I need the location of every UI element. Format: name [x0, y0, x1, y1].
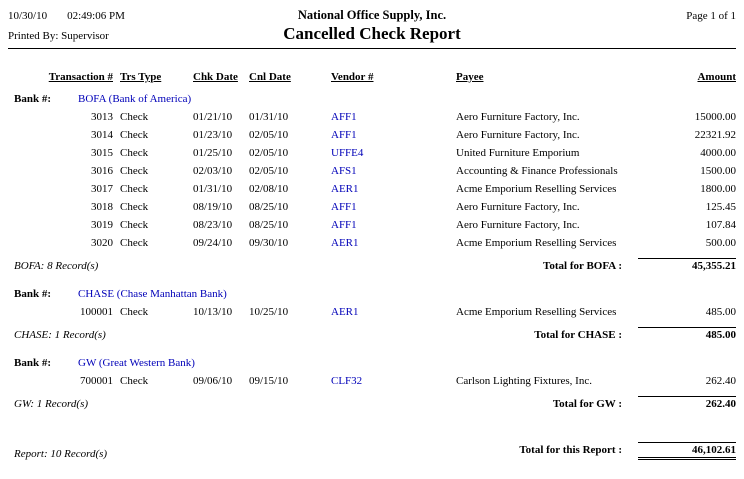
payee-name: United Furniture Emporium — [456, 147, 580, 159]
check-row — [8, 216, 736, 234]
check-amount: 500.00 — [705, 237, 736, 249]
cnl-date: 02/05/10 — [249, 129, 289, 141]
vendor-code-link[interactable]: AER1 — [331, 183, 359, 195]
group-record-count: BOFA: 8 Record(s) — [14, 260, 99, 272]
trs-type: Check — [120, 165, 149, 177]
cnl-date: 09/30/10 — [249, 237, 289, 249]
bank-name-link[interactable]: GW (Great Western Bank) — [78, 357, 195, 369]
trs-type: Check — [120, 237, 149, 249]
col-transaction-number: Transaction # — [48, 71, 113, 83]
transaction-number: 3013 — [91, 111, 113, 123]
transaction-number: 3016 — [91, 165, 113, 177]
payee-name: Acme Emporium Reselling Services — [456, 183, 617, 195]
check-amount: 1800.00 — [700, 183, 736, 195]
report-title: Cancelled Check Report — [283, 24, 461, 43]
group-record-count: GW: 1 Record(s) — [14, 398, 89, 410]
group-total-amount: 485.00 — [638, 327, 736, 341]
check-row — [8, 372, 736, 390]
cnl-date: 08/25/10 — [249, 219, 289, 231]
vendor-code-link[interactable]: AER1 — [331, 306, 359, 318]
group-total-label: Total for GW : — [552, 398, 622, 410]
bank-group-header — [8, 285, 736, 303]
check-amount: 1500.00 — [700, 165, 736, 177]
vendor-code-link[interactable]: UFFE4 — [331, 147, 364, 159]
bank-number-label: Bank #: — [14, 93, 51, 105]
vendor-code-link[interactable]: CLF32 — [331, 375, 363, 387]
payee-name: Aero Furniture Factory, Inc. — [456, 129, 580, 141]
bank-group-footer — [8, 396, 736, 410]
group-total-label: Total for CHASE : — [534, 329, 622, 341]
print-date: 10/30/10 — [8, 10, 48, 22]
chk-date: 01/23/10 — [193, 129, 233, 141]
transaction-number: 3019 — [91, 219, 113, 231]
bank-group-header — [8, 354, 736, 372]
cnl-date: 01/31/10 — [249, 111, 289, 123]
transaction-number: 3018 — [91, 201, 113, 213]
check-amount: 4000.00 — [700, 147, 736, 159]
chk-date: 01/31/10 — [193, 183, 233, 195]
check-amount: 107.84 — [705, 219, 736, 231]
bank-group-footer — [8, 327, 736, 341]
chk-date: 08/19/10 — [193, 201, 233, 213]
vendor-code-link[interactable]: AFS1 — [331, 165, 357, 177]
check-row — [8, 303, 736, 321]
payee-name: Acme Emporium Reselling Services — [456, 306, 617, 318]
chk-date: 02/03/10 — [193, 165, 233, 177]
trs-type: Check — [120, 183, 149, 195]
report-total-amount: 46,102.61 — [638, 442, 736, 460]
check-row — [8, 198, 736, 216]
vendor-code-link[interactable]: AFF1 — [331, 111, 357, 123]
col-payee: Payee — [456, 71, 484, 83]
cnl-date: 09/15/10 — [249, 375, 289, 387]
chk-date: 09/06/10 — [193, 375, 233, 387]
transaction-number: 100001 — [80, 306, 113, 318]
trs-type: Check — [120, 129, 149, 141]
report-total-label: Total for this Report : — [519, 444, 622, 456]
chk-date: 01/25/10 — [193, 147, 233, 159]
group-record-count: CHASE: 1 Record(s) — [14, 329, 106, 341]
col-cnl-date: Cnl Date — [249, 71, 291, 83]
printed-by-label: Printed By: Supervisor — [8, 30, 109, 42]
report-total — [519, 442, 736, 460]
cnl-date: 02/08/10 — [249, 183, 289, 195]
check-row — [8, 108, 736, 126]
trs-type: Check — [120, 201, 149, 213]
bank-group-rows — [8, 108, 736, 252]
col-amount: Amount — [697, 71, 736, 83]
report-header-row2 — [8, 24, 736, 44]
report-footer — [8, 442, 736, 460]
payee-name: Carlson Lighting Fixtures, Inc. — [456, 375, 592, 387]
chk-date: 08/23/10 — [193, 219, 233, 231]
cnl-date: 02/05/10 — [249, 147, 289, 159]
check-amount: 125.45 — [705, 201, 736, 213]
group-total-amount: 45,355.21 — [638, 258, 736, 272]
company-name: National Office Supply, Inc. — [297, 8, 447, 22]
check-amount: 15000.00 — [694, 111, 736, 123]
bank-number-label: Bank #: — [14, 288, 51, 300]
transaction-number: 3017 — [91, 183, 113, 195]
payee-name: Acme Emporium Reselling Services — [456, 237, 617, 249]
group-total — [534, 327, 736, 341]
trs-type: Check — [120, 219, 149, 231]
chk-date: 10/13/10 — [193, 306, 233, 318]
payee-name: Accounting & Finance Professionals — [456, 165, 618, 177]
check-row — [8, 126, 736, 144]
bank-group-rows — [8, 303, 736, 321]
trs-type: Check — [120, 147, 149, 159]
payee-name: Aero Furniture Factory, Inc. — [456, 201, 580, 213]
chk-date: 01/21/10 — [193, 111, 233, 123]
page-indicator: Page 1 of 1 — [686, 10, 736, 22]
bank-name-link[interactable]: BOFA (Bank of America) — [78, 93, 192, 105]
transaction-number: 3020 — [91, 237, 113, 249]
col-vendor-number: Vendor # — [331, 71, 374, 83]
transaction-number: 3014 — [91, 129, 113, 141]
bank-name-link[interactable]: CHASE (Chase Manhattan Bank) — [78, 288, 227, 300]
bank-group-rows — [8, 372, 736, 390]
print-time: 02:49:06 PM — [67, 10, 125, 22]
check-amount: 22321.92 — [694, 129, 736, 141]
chk-date: 09/24/10 — [193, 237, 233, 249]
col-trs-type: Trs Type — [120, 71, 162, 83]
header-divider — [8, 48, 736, 49]
vendor-code-link[interactable]: AFF1 — [331, 129, 357, 141]
check-row — [8, 234, 736, 252]
payee-name: Aero Furniture Factory, Inc. — [456, 219, 580, 231]
cnl-date: 02/05/10 — [249, 165, 289, 177]
vendor-code-link[interactable]: AFF1 — [331, 219, 357, 231]
report-header-row1 — [8, 8, 736, 23]
col-chk-date: Chk Date — [193, 71, 238, 83]
trs-type: Check — [120, 306, 149, 318]
report-record-count: Report: 10 Record(s) — [14, 448, 108, 460]
group-total — [543, 258, 736, 272]
print-datetime — [8, 10, 298, 22]
check-amount: 262.40 — [705, 375, 736, 387]
vendor-code-link[interactable]: AER1 — [331, 237, 359, 249]
bank-group-header — [8, 90, 736, 108]
trs-type: Check — [120, 375, 149, 387]
cnl-date: 08/25/10 — [249, 201, 289, 213]
transaction-number: 700001 — [80, 375, 113, 387]
bank-number-label: Bank #: — [14, 357, 51, 369]
group-total — [553, 396, 736, 410]
trs-type: Check — [120, 111, 149, 123]
vendor-code-link[interactable]: AFF1 — [331, 201, 357, 213]
group-total-amount: 262.40 — [638, 396, 736, 410]
group-total-label: Total for BOFA : — [543, 260, 622, 272]
check-row — [8, 144, 736, 162]
cnl-date: 10/25/10 — [249, 306, 289, 318]
transaction-number: 3015 — [91, 147, 113, 159]
check-amount: 485.00 — [705, 306, 736, 318]
bank-group-footer — [8, 258, 736, 272]
check-row — [8, 180, 736, 198]
check-row — [8, 162, 736, 180]
column-header-row — [8, 69, 736, 85]
payee-name: Aero Furniture Factory, Inc. — [456, 111, 580, 123]
